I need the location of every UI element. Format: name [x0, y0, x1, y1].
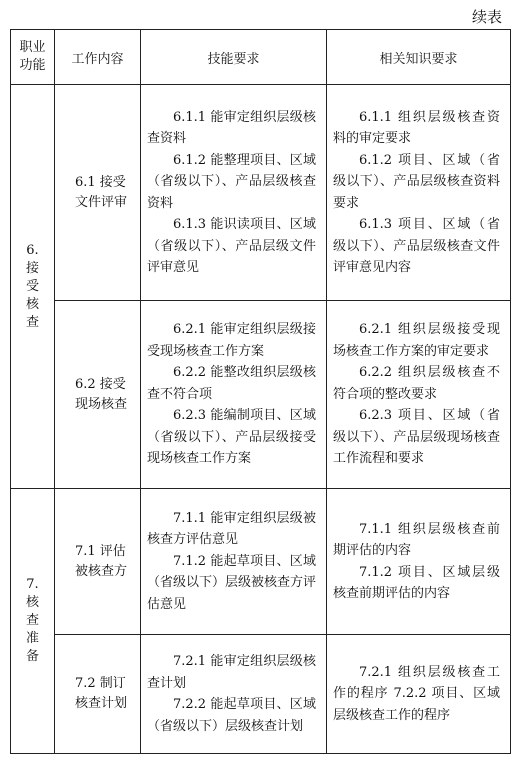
skill-item: 6.2.1 能审定组织层级接受现场核查工作方案: [147, 322, 316, 359]
knowledge-item: 7.1.1 组织层级核查前期评估的内容: [333, 521, 500, 558]
skill-cell: [141, 85, 327, 301]
header-function-line1: 职业: [19, 40, 46, 55]
knowledge-item: 7.1.2 项目、区域层级核查前期评估的内容: [333, 564, 500, 601]
header-skill: 技能要求: [141, 30, 327, 85]
table-row: [11, 301, 511, 489]
function-cell: [11, 85, 55, 489]
work-content-line1: 6.2 接受: [75, 376, 126, 392]
work-content-line2: 被核查方: [75, 563, 128, 579]
skill-item: 6.1.1 能审定组织层级核查资料: [147, 109, 316, 146]
table-row: [11, 635, 511, 754]
continued-label: 续表: [471, 8, 502, 26]
knowledge-item: 6.1.2 项目、区域（省级以下）、产品层级核查资料要求: [333, 152, 500, 211]
skill-item: 7.1.2 能起草项目、区域（省级以下）层级被核查方评估意见: [147, 553, 317, 612]
work-content-cell: [55, 489, 141, 635]
work-content-cell: [55, 85, 141, 301]
function-cell: [11, 489, 55, 754]
knowledge-item: 6.2.1 组织层级接受现场核查工作方案的审定要求: [333, 322, 500, 359]
header-knowledge: 相关知识要求: [327, 30, 511, 85]
table-row: [11, 85, 511, 301]
table-header-row: [11, 30, 511, 85]
table-row: [11, 489, 511, 635]
knowledge-item: 6.1.1 组织层级核查资料的审定要求: [333, 109, 500, 146]
work-content-line1: 7.2 制订: [75, 676, 126, 691]
skills-table: [10, 29, 511, 754]
header-function-line2: 功能: [19, 58, 46, 73]
work-content-line2: 现场核查: [75, 396, 128, 412]
skill-item: 7.2.2 能起草项目、区域（省级以下）层级核查计划: [147, 697, 316, 734]
knowledge-cell: [327, 635, 511, 754]
knowledge-cell: [327, 301, 511, 489]
skill-item: 6.2.2 能整改组织层级核查不符合项: [147, 365, 316, 402]
knowledge-item: 6.2.2 组织层级核查不符合项的整改要求: [333, 365, 500, 402]
skill-item: 6.1.2 能整理项目、区域（省级以下）、产品层级核查资料: [147, 152, 316, 211]
header-work: 工作内容: [55, 30, 141, 85]
skill-item: 7.2.1 能审定组织层级核查计划: [147, 654, 316, 691]
skill-cell: [141, 301, 327, 489]
knowledge-item: 7.2.1 组织层级核查工作的程序 7.2.2 项目、区域层级核查工作的程序: [333, 664, 500, 723]
work-content-line2: 核查计划: [75, 696, 128, 711]
knowledge-item: 6.2.3 项目、区域（省级以下）、产品层级现场核查工作流程和要求: [333, 408, 500, 467]
work-content-cell: [55, 301, 141, 489]
skill-cell: [141, 635, 327, 754]
function-label: 6.接受核查: [25, 242, 39, 330]
knowledge-cell: [327, 85, 511, 301]
knowledge-cell: [327, 489, 511, 635]
function-label: 7.核查准备: [25, 577, 39, 664]
work-content-line1: 6.1 接受: [75, 174, 126, 190]
knowledge-item: 6.1.3 项目、区域（省级以下）、产品层级核查文件评审意见内容: [333, 217, 500, 275]
header-function: [11, 30, 55, 85]
work-content-line1: 7.1 评估: [75, 543, 126, 559]
skill-cell: [141, 489, 327, 635]
work-content-line2: 文件评审: [75, 194, 128, 210]
skill-item: 6.2.3 能编制项目、区域（省级以下）、产品层级接受现场核查工作方案: [147, 408, 316, 467]
work-content-cell: [55, 635, 141, 754]
skill-item: 7.1.1 能审定组织层级被核查方评估意见: [147, 510, 316, 548]
skill-item: 6.1.3 能识读项目、区域（省级以下）、产品层级文件评审意见: [147, 217, 316, 275]
